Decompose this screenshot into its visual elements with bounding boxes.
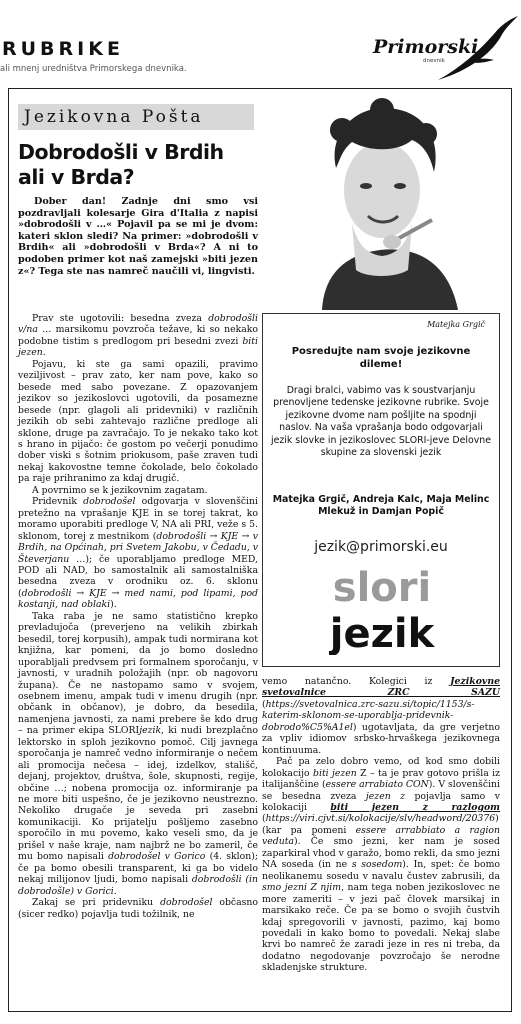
section-heading: RUBRIKE — [2, 38, 124, 60]
paragraph: Prav ste ugotovili: besedna zveza dobrodošli v/na … marsikomu povzroča težave, ki so nekako podobne tistim s predlogom pri besedni zvezi biti jezen. — [18, 313, 258, 359]
primorski-logo: Primorski — [373, 36, 479, 58]
article-body-left — [18, 313, 258, 920]
paragraph: vemo natančno. Kolegici iz Jezikovne svetovalnice ZRC SAZU (https://svetovalnica.zrc-sazu.si/topic/1153/s-katerim-sklonom-se-uporablja-pridevnik-dobrodo%C5%A1el) ugotavljata, da gre verjetno za vpliv idiomov srbsko-hrvaškega jezikovnega kontinuuma. — [262, 676, 500, 756]
headline-line-2: ali v Brda? — [18, 165, 135, 189]
page-header — [0, 0, 521, 82]
article-lead: Dober dan! Zadnje dni smo vsi pozdravljali kolesarje Gira d'Italia z napisi »dobrodošli v …« Pojavil pa se mi je dvom: kateri sklon sledi? Na primer: »dobrodošli v Brdih« ali »dobrodošli v Brda«? A ni to podoben primer kot naš zamejski »biti jezen z«? Tega ste nas namreč naučili vi, lingvisti. — [18, 196, 258, 277]
paragraph: Pojavu, ki ste ga sami opazili, pravimo veziljivost – prav zato, ker nam pove, kako so besede med sabo povezane. Z opazovanjem jezikov so jezikoslovci ugotovili, da posamezne besede (npr. glagoli ali pridevniki) v različnih jezikih ob sebi zahtevajo različne predloge ali sklone, druge pa zavračajo. To je nekako tako kot s hrano in pijačo: če gostom po večerji ponudimo dober viski s šotnim priokusom, paše zraven tudi nekaj kakovostne temne čokolade, belo čokolado pa raje prihranimo za kdaj drugič. — [18, 358, 258, 485]
logo-subtitle: dnevnik — [423, 58, 445, 64]
callout-names: Matejka Grgič, Andreja Kalc, Maja Melinc Mlekuž in Damjan Popič — [272, 494, 490, 518]
callout-text: Dragi bralci, vabimo vas k soustvarjanju prenovljene tedenske jezikovne rubrike. Svoje jezikovne dvome nam pošljite na spodnji naslov. Na vaša vprašanja bodo odgovarjali jezik slovke in jezikoslovec SLORI-jeve Delovne skupine za slovenski jezik — [271, 385, 491, 459]
paragraph: A povrnimo se k jezikovnim zagatam. — [32, 484, 208, 496]
article-body-right — [262, 676, 500, 974]
slori-jezik-logo — [329, 563, 435, 655]
callout-title: Posredujte nam svoje jezikovne dileme! — [291, 346, 471, 370]
author-photo — [262, 94, 500, 310]
jezik-logo-word: jezik — [329, 611, 435, 655]
callout-box — [262, 313, 500, 667]
paragraph: Pač pa zelo dobro vemo, od kod smo dobili kolokacijo biti jezen Z – ta je prav gotovo prišla iz italijanščine (essere arrabiato CON). V slovenščini se besedna zveza jezen z pojavlja samo v kolokaciji biti jezen z razlogom (https://viri.cjvt.si/kolokacije/slv/headword/20376) (kar pa pomeni essere arrabbiato a ragion veduta). Če smo jezni, ker nam je sosed zaparkiral vhod v garažo, bomo rekli, da smo jezni NA soseda (in ne s sosedom). In, spet: če bomo neolikanemu sosedu v navalu čustev zabrusili, da smo jezni Z njim, nam tega noben jezikoslovec ne more zameriti – v jezi pač človek marsikaj in marsikako reče. Če pa se bomo o svojih čustvih kdaj spregovorili v javnosti, pazimo, kaj bomo povedali in kako bomo to povedali. Nekaj slabe krvi bo namreč že zaradi jeze in res ni treba, da dodatno negodovanje povzročajo še nerodne skladenjske strukture. — [262, 756, 501, 974]
slori-logo-word: slori — [332, 565, 432, 611]
header-tagline: ali mnenj uredništva Primorskega dnevnika. — [0, 64, 187, 74]
section-title: Jezikovna Pošta — [24, 107, 204, 127]
paragraph: Taka raba je ne samo statistično krepko prevladujoča (preverjeno na velikih zbirkah besedil, torej korpusih), ampak tudi normirana kot knjižna, kar pomeni, da jo bomo dosledno uporabljali predvsem pri formalnem sporočanju, v javnosti, v uradnih položajih (npr. ob nagovoru župana). Če ne nastopamo samo v svojem, osebnem imenu, ampak tudi v imenu drugih (npr. občank in občanov), je dobro, da besedila, namenjena javnosti, za nami prebere še kdo drug – na primer ekipa SLORIjezik, ki nudi brezplačno lektorsko in sploh jezikovno pomoč. Cilj javnega sporočanja je namreč vedno informiranje o nečem ali promocija nečesa – idej, izdelkov, stališč, dejanj, projektov, društva, šole, skupnosti, regije, občine …; nobena promocija oz. informiranje pa ne more biti uspešno, če je jezikovno neustrezno. Nekoliko drugače je seveda pri zasebni komunikaciji. Ko prijatelju pošljemo zasebno sporočilo in mu povemo, kako veseli smo, da je prišel v naše kraje, nam najbrž ne bo zameril, če mu bomo napisali dobrodošel v Gorico (4. sklon); če pa bomo obesili transparent, ki ga bo videlo nekaj milijonov ljudi, bomo napisali dobrodošli (in dobrodošle) v Gorici. — [18, 610, 258, 897]
headline-line-1: Dobrodošli v Brdih — [18, 140, 224, 164]
photo-credit: Matejka Grgič — [427, 320, 485, 329]
paragraph: Pridevnik dobrodošel odgovarja v slovenščini pretežno na vprašanje KJE in se torej takrat, ko moramo uporabiti predloge V, NA ali PRI, veže s 5. sklonom, torej z mestnikom (dobrodošli → KJE → v Brdih, na Općinah, pri Svetem Jakobu, v Čedadu, v Števerjanu …); če uporabljamo predloge MED, POD ali NAD, bo samostalnik ali samostalniška besedna zveza v orodniku oz. 6. sklonu (dobrodošli → KJE → med nami, pod lipami, pod kostanji, nad oblaki). — [18, 496, 258, 611]
article-headline — [18, 140, 258, 190]
email-link[interactable]: jezik@primorski.eu — [314, 539, 448, 555]
paragraph: Zakaj se pri pridevniku dobrodošel občasno (sicer redko) pojavlja tudi tožilnik, ne — [18, 897, 259, 920]
